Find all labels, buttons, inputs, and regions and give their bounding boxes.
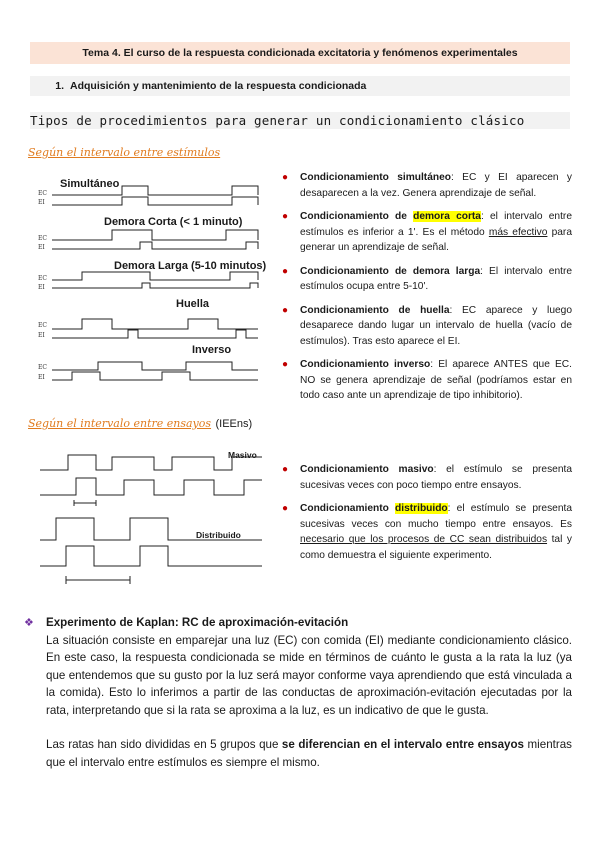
list-item: ● Condicionamiento masivo: el estímulo se presenta sucesivas veces con poco tiempo entre ensayos. [282,464,572,491]
label-simultaneo: Simultáneo [60,178,120,190]
huella-ei-line [52,330,258,338]
demora-larga-ec-line [52,272,258,280]
label-ec-5: EC [38,364,47,371]
list-item: ● Condicionamiento inverso: El aparece ANTES que EC. NO se genera aprendizaje de señal (podríamos estar en todo caso ante un aprendizaje de tipo inhibitorio). [282,359,572,401]
interval-trials-heading: Según el intervalo entre ensayos (IEEns) [28,417,253,430]
stimuli-interval-list [282,170,572,412]
kaplan-paragraph-2: Las ratas han sido divididas en 5 grupos que se diferencian en el intervalo entre ensayos mientras que el intervalo entre estímulos es siempre el mismo. [46,738,572,769]
label-huella: Huella [176,298,210,310]
label-ei-5: EI [38,374,45,381]
trials-interval-list [282,462,572,571]
list-item: ● Condicionamiento de huella: EC aparece y luego desaparece dando lugar un intervalo de huella (vacío de estímulos). Tras esto aparece el EI. [282,304,572,347]
label-ec-3: EC [38,275,47,282]
bullet-icon: ● [282,304,289,316]
bullet-icon: ● [282,265,289,277]
demora-corta-ec-line [52,230,258,240]
label-inverso: Inverso [192,344,232,356]
label-ei-4: EI [38,332,45,339]
list-item: ● Condicionamiento de demora larga: El intervalo entre estímulos ocupa entre 5-10'. [282,265,572,292]
bullet-icon: ● [282,503,289,514]
section-title: Adquisición y mantenimiento de la respuesta condicionada [70,80,367,92]
label-ei-2: EI [38,244,45,251]
label-ec-4: EC [38,322,47,329]
section-number: 1. [55,80,64,92]
kaplan-paragraph-1: La situación consiste en emparejar una luz (EC) con comida (EI) mediante condicionamiento clásico. En este caso, la respuesta condicionada se mide en términos de cuánto le gusta a la rata la luz (ya que entendemos que su gusto por la luz será mayor conforme vaya aprendiendo que está vinculada a la comida). Esto lo inferimos a partir de las conductas de aproximación-evitación ejecutadas por la rata, interpretando que si la rata se aproxima a la luz, es un indicativo de que le gusta. [46,633,572,717]
procedures-title: Tipos de procedimientos para generar un condicionamiento clásico [30,112,570,129]
inverso-ec-line [52,362,258,370]
bullet-icon: ● [282,211,289,222]
label-ei-3: EI [38,284,45,291]
list-item: ● Condicionamiento distribuido: el estímulo se presenta sucesivas veces con mucho tiempo entre ensayos. Es necesario que los procesos de CC sean distribuidos tal y como demuestra el siguiente experimento. [282,503,572,561]
bullet-icon: ● [282,359,289,370]
label-ei-1: EI [38,199,45,206]
kaplan-title: Experimento de Kaplan: RC de aproximación-evitación [46,616,349,629]
topic-banner: Tema 4. El curso de la respuesta condicionada excitatoria y fenómenos experimentales [30,42,570,64]
kaplan-experiment [24,614,572,771]
label-demora-corta: Demora Corta (< 1 minuto) [104,216,243,228]
simultaneo-ei-line [52,197,258,205]
label-ec-2: EC [38,235,47,242]
inverso-ei-line [52,372,258,380]
demora-corta-ei-line [52,242,258,249]
bullet-icon: ● [282,464,289,475]
list-item: ● Condicionamiento de demora corta: el intervalo entre estímulos es inferior a 1'. Es el método más efectivo para generar un aprendizaje de señal. [282,211,572,253]
label-ec-1: EC [38,190,47,197]
label-demora-larga: Demora Larga (5-10 minutos) [114,260,267,272]
label-masivo: Masivo [228,450,257,460]
bullet-icon: ● [282,172,289,183]
label-distribuido: Distribuido [196,530,241,540]
list-item: ● Condicionamiento simultáneo: EC y EI aparecen y desaparecen a la vez. Genera aprendizaje de señal. [282,172,572,199]
demora-larga-ei-line [52,283,258,288]
huella-ec-line [52,319,258,329]
diamond-bullet-icon: ❖ [24,617,34,629]
interval-stimuli-heading: Según el intervalo entre estímulos [28,146,221,159]
